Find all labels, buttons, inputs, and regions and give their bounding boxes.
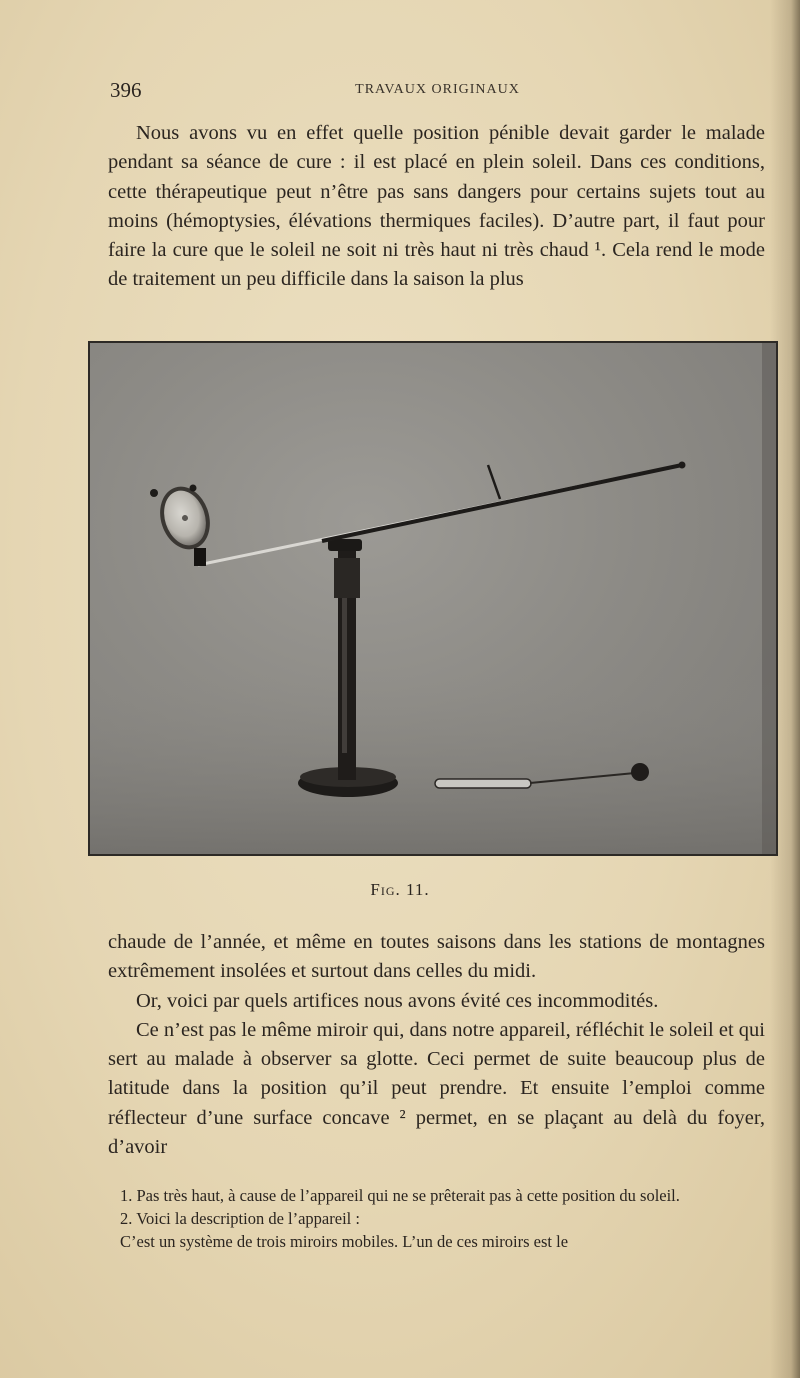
bottom-paragraphs bbox=[108, 928, 765, 1162]
arm-rod bbox=[322, 465, 682, 541]
paragraph-miroir: Ce n’est pas le même miroir qui, dans notre appareil, réfléchit le soleil et qui sert au malade à observer sa glotte. Ceci permet de suite beaucoup plus de latitude dans la position qu’il peut prendre. Et ensuite l’emploi comme réflecteur d’une surface concave ² permet, en se plaçant au delà du foyer, d’avoir bbox=[108, 1018, 765, 1159]
floor-shading bbox=[90, 673, 778, 856]
pivot-head bbox=[328, 539, 362, 551]
concave-mirror bbox=[152, 480, 217, 556]
mirror-holder bbox=[194, 548, 206, 566]
column-highlight bbox=[342, 573, 347, 753]
mirror-knob-top bbox=[190, 485, 197, 492]
arm-tip bbox=[679, 462, 686, 469]
top-paragraph-block bbox=[108, 119, 765, 295]
figure-caption bbox=[0, 880, 800, 900]
mirror-handle bbox=[435, 779, 531, 788]
column-collar bbox=[334, 558, 360, 598]
page-header bbox=[110, 78, 765, 102]
footnote-2: 2. Voici la description de l’appareil : bbox=[120, 1209, 360, 1228]
mirror-knob-left bbox=[150, 489, 158, 497]
top-paragraph: Nous avons vu en effet quelle position pénible devait garder le malade pendant sa séance de cure : il est placé en plein soleil. Dans ces conditions, cette thérapeutique peut n’être pas sans dangers pour certains sujets tout au moins (hémoptysies, élévations thermiques faciles). D’autre part, il faut pour faire la cure que le soleil ne soit ni très haut ni très chaud ¹. Cela rend le mode de traitement un peu difficile dans la saison la plus bbox=[108, 122, 765, 291]
apparatus-illustration bbox=[90, 343, 778, 856]
sighting-pin bbox=[488, 465, 500, 499]
footnotes bbox=[102, 1184, 762, 1253]
page-number: 396 bbox=[110, 78, 142, 102]
figure-photograph bbox=[88, 341, 778, 856]
right-edge-strip bbox=[762, 343, 778, 856]
continued-paragraph: chaude de l’année, et même en toutes saisons dans les stations de montagnes extrêmement insolées et surtout dans celles du midi. bbox=[108, 931, 765, 983]
small-mirror-head bbox=[631, 763, 649, 781]
running-head: TRAVAUX ORIGINAUX bbox=[355, 82, 520, 97]
footnote-1: 1. Pas très haut, à cause de l’appareil qui ne se prêterait pas à cette position du soleil. bbox=[120, 1186, 680, 1205]
figure-caption-text: Fig. 11. bbox=[370, 880, 430, 899]
paragraph-artifices: Or, voici par quels artifices nous avons évité ces incommodités. bbox=[136, 989, 659, 1012]
footnote-2-continued: C’est un système de trois miroirs mobiles. L’un de ces miroirs est le bbox=[120, 1232, 569, 1251]
